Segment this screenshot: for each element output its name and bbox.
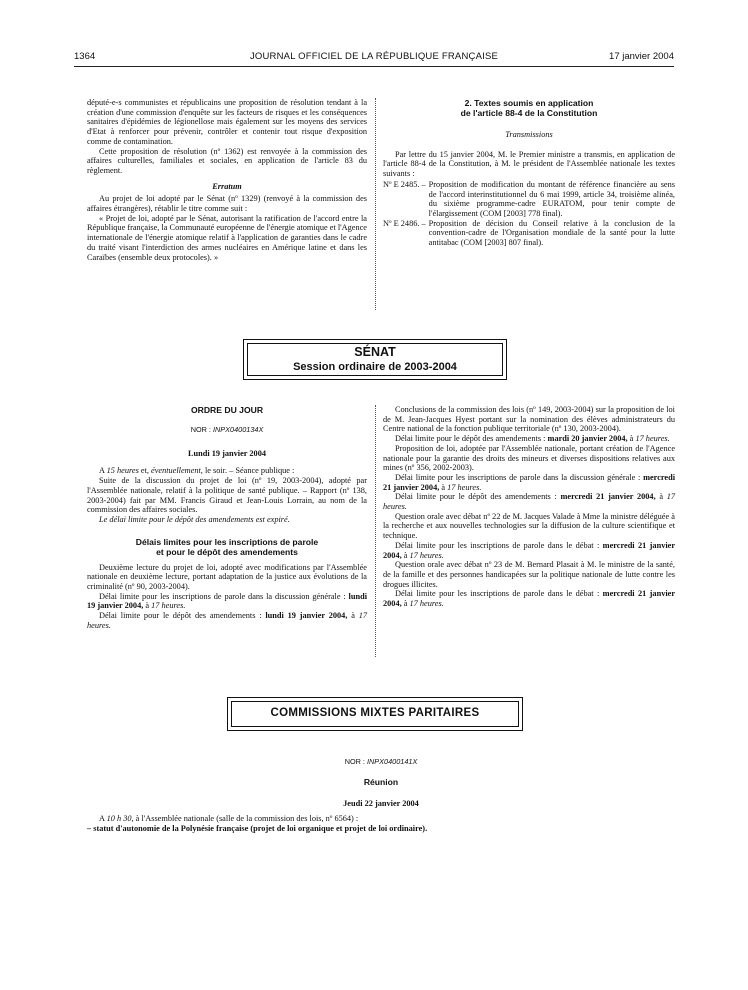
time: 17 heures. [409,550,444,560]
column-separator [375,98,376,310]
deadline-date: mardi 20 janvier 2004, [547,434,628,444]
date-heading: Jeudi 22 janvier 2004 [343,798,419,808]
left-column-top [87,98,367,262]
senat-subtitle: Session ordinaire de 2003-2004 [293,361,457,373]
section-title-line: de l'article 88-4 de la Constitution [460,108,598,118]
cmp-title: COMMISSIONS MIXTES PARITAIRES [270,707,480,719]
paragraph [383,541,675,560]
section-title-line: et pour le dépôt des amendements [156,546,298,557]
list-item [383,219,675,248]
time: 17 heures. [151,601,186,611]
time: 17 heures. [409,599,444,609]
paragraph: député-e-s communistes et républicains une proposition de résolution tendant à la création d'une commission d'enquête sur les facteurs de risques et les conséquences sanitaires d'épidémies de légionellose mais également sur les moyens des services d'Etat à renforcer pour prévenir, contrôler et contenir tout risque d'exposition comme de contamination. [87,98,367,146]
section-title-line: 2. Textes soumis en application [464,98,594,108]
right-column-top [383,98,675,248]
paragraph [87,814,675,824]
nor-code: INPX0400134X [213,425,264,434]
nor-label: NOR : [344,757,365,766]
header-rule [74,66,674,67]
deadline-date: mercredi 21 janvier 2004, [560,492,656,502]
time: 17 heures. [383,492,676,512]
senat-right-column [383,405,675,609]
deadline-date: mercredi 21 janvier 2004, [383,472,676,492]
subtitle: Transmissions [505,130,553,139]
text-span: et, [140,466,149,476]
paragraph: Au projet de loi adopté par le Sénat (nº 1329) (renvoyé à la commission des affaires étrangères), rétablir le titre comme suit : [87,194,367,214]
text-span: Délai limite pour les inscriptions de parole dans le débat : [395,540,600,550]
date-heading: Lundi 19 janvier 2004 [188,448,266,458]
text-span: Délai limite pour le dépôt des amendements : [395,434,546,444]
deadline-date: lundi 19 janvier 2004, [87,591,368,611]
paragraph [383,434,675,444]
text-span: à [145,601,150,611]
senat-box [243,339,507,380]
text-span: à l'Assemblée nationale (salle de la commission des lois, nº 6564) : [135,814,359,824]
paragraph: « Projet de loi, adopté par le Sénat, autorisant la ratification de l'accord entre la République française, la Communauté européenne de l'énergie atomique et l'Agence internationale de l'énergie atomique relatif à l'application de garanties dans le cadre du traité visant l'interdiction des armes nucléaires en Amérique latine et dans les Caraïbes (ensemble deux protocoles). » [87,213,367,262]
page-number: 1364 [74,51,96,62]
meeting-heading: Réunion [363,776,399,787]
paragraph [87,611,367,630]
paragraph: Proposition de loi, adoptée par l'Assemblée nationale, portant création de l'Agence nationale pour la garantie des droits des mineurs et diverses dispositions relatives aux mines (nº 356, 2002-2003). [383,443,675,473]
text-span: A [99,814,105,824]
paragraph: Le délai limite pour le dépôt des amendements est expiré. [99,514,290,524]
paragraph: Question orale avec débat nº 23 de M. Bernard Plasait à M. le ministre de la santé, de la famille et des personnes handicapées sur la politique nationale de lutte contre les drogues illicites. [383,560,675,589]
senat-title: SÉNAT [354,345,396,359]
time: 17 heures. [87,611,368,630]
text-span: Délai limite pour les inscriptions de parole dans la discussion générale : [395,472,641,482]
item-text: Proposition de modification du montant de référence financière au sens de l'accord interinstitutionnel du 6 mai 1999, article 34, troisième alinéa, du sixième programme-cadre EURATOM, pour tenir compte de l'élargissement (COM [2003] 778 final). [428,179,675,218]
paragraph [383,492,675,511]
text-span: éventuellement, [151,466,203,476]
paragraph [87,592,367,611]
senat-left-column [87,405,367,631]
text-span: Délai limite pour les inscriptions de parole dans la discussion générale : [99,591,346,601]
paragraph: Par lettre du 15 janvier 2004, M. le Premier ministre a transmis, en application de l'article 88-4 de la Constitution, à M. le président de l'Assemblée nationale les textes suivants : [383,149,675,179]
agenda-item: – statut d'autonomie de la Polynésie française (projet de loi organique et projet de loi ordinaire). [87,824,428,834]
item-text: Proposition de décision du Conseil relative à la conclusion de la convention-cadre de l'Organisation mondiale de la santé pour la lutte antitabac (COM [2003] 807 final). [428,218,675,248]
cmp-section [87,757,675,834]
text-span: à [659,492,664,502]
paragraph: Suite de la discussion du projet de loi (nº 19, 2003-2004), adopté par l'Assemblée nationale, relatif à la politique de santé publique. – Rapport (nº 138, 2003-2004) fait par MM. Francis Giraud et Jean-Louis Lorrain, au nom de la commission des affaires sociales. [87,476,367,515]
nor-reference [87,425,367,435]
time: 10 h 30, [106,814,134,824]
issue-date: 17 janvier 2004 [609,51,674,62]
time: 15 heures [106,466,139,476]
paragraph: Question orale avec débat nº 22 de M. Jacques Valade à Mme la ministre déléguée à la recherche et aux nouvelles technologies sur la diffusion de la culture scientifique et technique. [383,511,675,541]
deadline-date: mercredi 21 janvier 2004, [383,540,676,560]
text-span: Délai limite pour les inscriptions de parole dans le débat : [395,589,600,599]
deadline-date: mercredi 21 janvier 2004, [383,589,676,609]
paragraph [383,589,675,608]
nor-label: NOR : [190,425,211,434]
deadline-date: lundi 19 janvier 2004, [265,611,348,621]
text-span: le soir. – Séance publique : [204,466,295,476]
nor-code: INPX0400141X [367,757,418,766]
cmp-box [227,697,523,731]
paragraph: Deuxième lecture du projet de loi, adopté avec modifications par l'Assemblée nationale en deuxième lecture, portant adaptation de la justice aux évolutions de la criminalité (nº 90, 2003-2004). [87,562,367,592]
text-span: à [351,611,355,621]
order-of-day-heading: ORDRE DU JOUR [190,405,264,415]
paragraph [87,466,367,476]
section-title-line: Délais limites pour les inscriptions de parole [135,536,319,547]
list-item [383,180,675,219]
text-span: A [99,466,105,476]
text-span: à [403,550,408,560]
text-span: Délai limite pour le dépôt des amendements : [395,492,557,502]
journal-title: JOURNAL OFFICIEL DE LA RÉPUBLIQUE FRANÇAISE [249,51,499,62]
section-title [383,98,675,118]
paragraph: Cette proposition de résolution (nº 1362) est renvoyée à la commission des affaires culturelles, familiales et sociales, en application de l'article 83 du règlement. [87,146,367,175]
text-span: à [441,482,446,492]
text-span: à [403,599,408,609]
page-header [74,51,674,65]
erratum-title: Erratum [212,181,242,191]
nor-reference [87,757,675,767]
text-span: Délai limite pour le dépôt des amendements : [99,611,262,621]
item-label: Nº E 2485. – [383,179,426,189]
section-title [87,537,367,557]
text-span: à [629,434,634,444]
item-label: Nº E 2486. – [383,218,426,228]
column-separator [375,405,376,657]
paragraph: Conclusions de la commission des lois (nº 149, 2003-2004) sur la proposition de loi de M. Jean-Jacques Hyest portant sur la nomination des élèves administrateurs du Centre national de la fonction publique territoriale (nº 130, 2003-2004). [383,405,675,434]
time: 17 heures. [635,434,670,444]
paragraph [383,473,675,492]
time: 17 heures. [447,482,482,492]
